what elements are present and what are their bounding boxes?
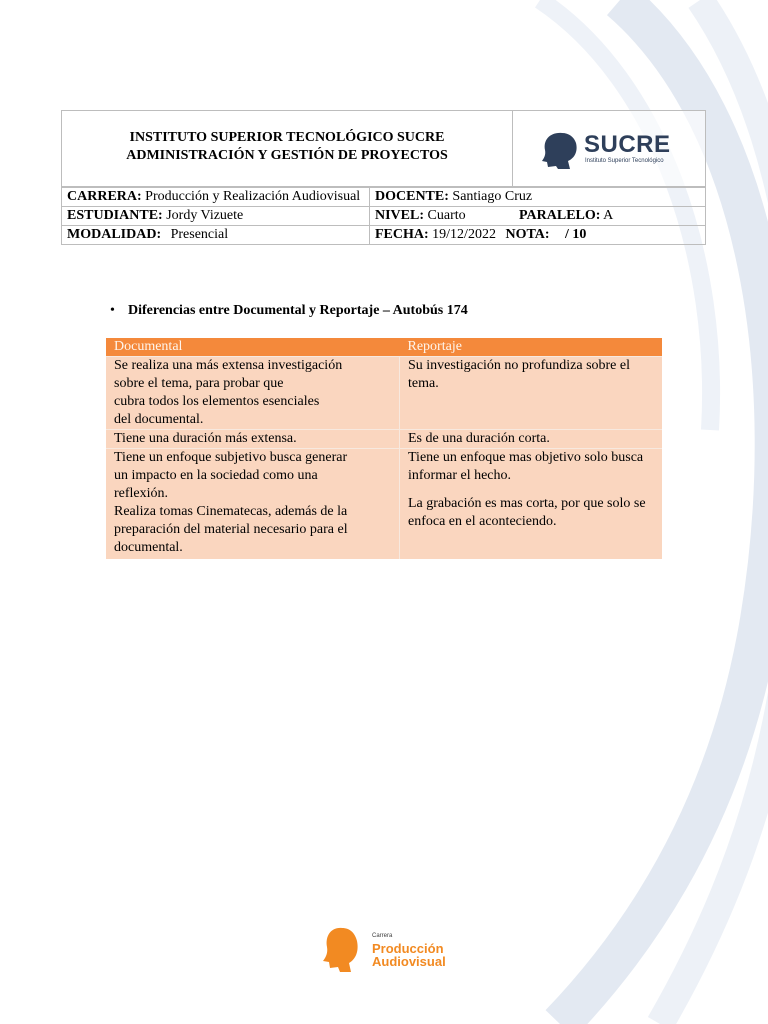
cell-line: Su investigación no profundiza sobre el: [408, 358, 631, 373]
cell-line: Tiene una duración más extensa.: [114, 431, 297, 446]
estudiante-cell: [62, 207, 370, 226]
table-cell: [400, 430, 663, 449]
paralelo-value: A: [603, 208, 614, 223]
institution-title: [62, 129, 512, 165]
table-row: [106, 357, 662, 430]
nivel-label: NIVEL:: [375, 208, 425, 223]
footer-logo: [322, 926, 452, 974]
header-box: [61, 110, 706, 187]
carrera-label: CARRERA:: [67, 189, 142, 204]
cell-line: Tiene un enfoque mas objetivo solo busca: [408, 450, 644, 465]
modalidad-cell: [62, 226, 370, 245]
cell-line: reflexión.: [114, 486, 169, 501]
nota-label: NOTA:: [505, 227, 550, 242]
cell-spacer: [408, 485, 654, 495]
cell-line: Se realiza una más extensa investigación: [114, 358, 343, 373]
cell-line: Realiza tomas Cinematecas, además de la: [114, 504, 348, 519]
cell-line: documental.: [114, 540, 183, 555]
footer-title-line-1: Producción: [372, 941, 444, 956]
section-heading: [110, 303, 468, 319]
table-row: [106, 430, 662, 449]
cell-line: sobre el tema, para probar que: [114, 376, 284, 391]
cell-line: tema.: [408, 376, 439, 391]
bullet-icon: •: [110, 303, 115, 318]
carrera-value: Producción y Realización Audiovisual: [145, 189, 361, 204]
info-row-2: [62, 207, 706, 226]
footer-title-line-2: Audiovisual: [372, 954, 446, 969]
table-cell: [106, 449, 400, 560]
cell-line: Es de una duración corta.: [408, 431, 550, 446]
section-heading-text: Diferencias entre Documental y Reportaje – Autobús 174: [128, 303, 468, 318]
carrera-cell: [62, 188, 370, 207]
docente-value: Santiago Cruz: [452, 189, 533, 204]
cell-line: Tiene un enfoque subjetivo busca generar: [114, 450, 348, 465]
fecha-nota-cell: [370, 226, 706, 245]
table-cell: [400, 357, 663, 430]
docente-cell: [370, 188, 706, 207]
logo-word: SUCRE: [584, 131, 671, 158]
header-documental: Documental: [106, 338, 400, 357]
cell-line: cubra todos los elementos esenciales: [114, 394, 320, 409]
header-reportaje: Reportaje: [400, 338, 663, 357]
table-cell: [106, 357, 400, 430]
table-cell: [106, 430, 400, 449]
info-table: [61, 187, 706, 245]
nivel-value: Cuarto: [427, 208, 466, 223]
paralelo-label: PARALELO:: [519, 208, 601, 223]
table-row: [106, 449, 662, 560]
title-line-1: INSTITUTO SUPERIOR TECNOLÓGICO SUCRE: [129, 130, 445, 145]
orange-head-icon: [322, 926, 360, 972]
header-divider: [512, 111, 513, 186]
logo-subtitle: Instituto Superior Tecnológico: [585, 158, 664, 164]
cell-line: del documental.: [114, 412, 204, 427]
info-row-1: [62, 188, 706, 207]
fecha-value: 19/12/2022: [432, 227, 496, 242]
info-row-3: [62, 226, 706, 245]
cell-line: preparación del material necesario para el: [114, 522, 348, 537]
title-line-2: ADMINISTRACIÓN Y GESTIÓN DE PROYECTOS: [126, 148, 448, 163]
cell-line: enfoca en el aconteciendo.: [408, 514, 557, 529]
cell-line: informar el hecho.: [408, 468, 512, 483]
estudiante-label: ESTUDIANTE:: [67, 208, 163, 223]
footer-title: [372, 942, 446, 968]
cell-line: un impacto en la sociedad como una: [114, 468, 318, 483]
nota-value: / 10: [565, 227, 587, 242]
estudiante-value: Jordy Vizuete: [166, 208, 244, 223]
nivel-paralelo-cell: [370, 207, 706, 226]
docente-label: DOCENTE:: [375, 189, 449, 204]
sucre-logo: [540, 129, 685, 171]
table-cell: [400, 449, 663, 560]
footer-small-label: Carrera: [372, 933, 393, 939]
comparison-table: [106, 338, 662, 559]
fecha-label: FECHA:: [375, 227, 429, 242]
head-profile-icon: [540, 131, 580, 169]
cell-line: La grabación es mas corta, por que solo se: [408, 496, 646, 511]
modalidad-label: MODALIDAD:: [67, 227, 162, 242]
modalidad-value: Presencial: [170, 227, 229, 242]
comparison-header-row: [106, 338, 662, 357]
